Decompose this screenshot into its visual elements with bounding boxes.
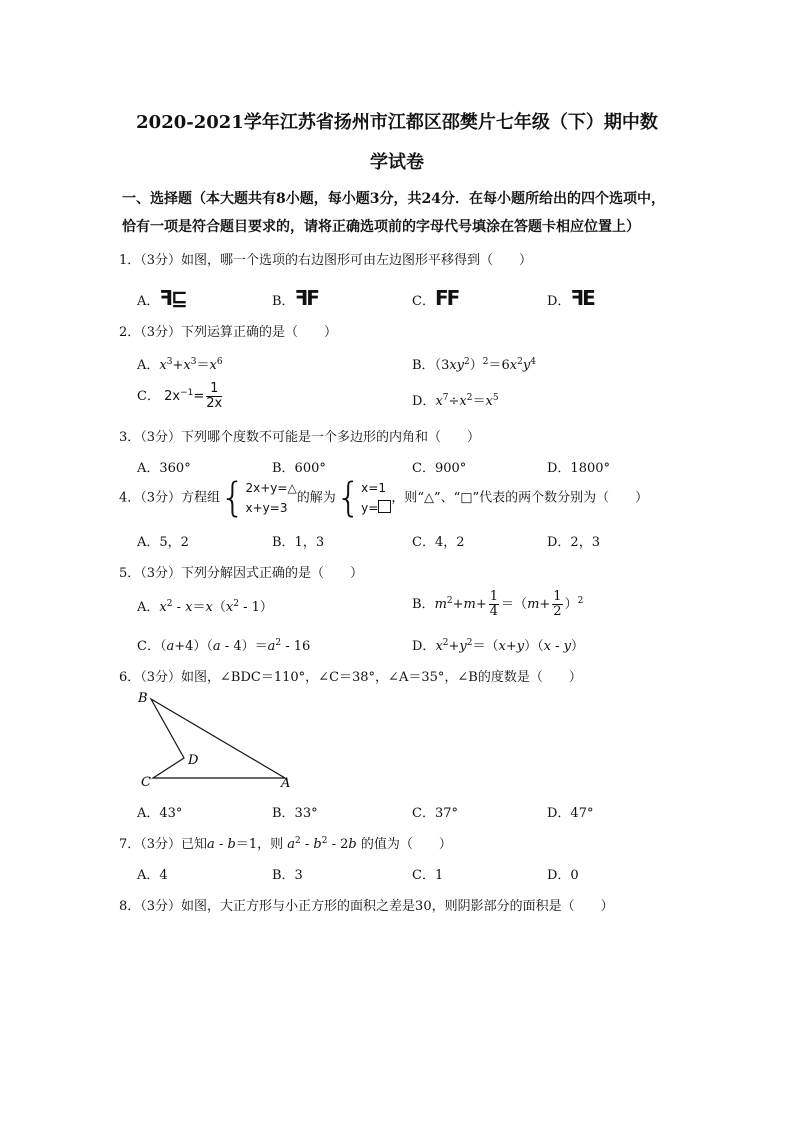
q4-prefix: 4．（3分）方程组 [119, 490, 221, 506]
q3-option-a: A．360° [137, 461, 191, 476]
question-2-stem: 2．（3分）下列运算正确的是（ ） [119, 325, 338, 340]
q7-suffix: 的值为（ ） [360, 837, 452, 852]
q2-option-d-label: D． [412, 394, 436, 409]
q3-option-d: D．1800° [547, 461, 611, 476]
q4-sol2: y= [361, 501, 379, 515]
q3-option-b: B．600° [272, 461, 326, 476]
q5-option-a-label: A． [137, 600, 160, 615]
triangle-outline [151, 699, 285, 778]
q1-option-d-label: D． [547, 294, 571, 309]
q4-option-c: C．4，2 [412, 535, 465, 550]
q7-option-c: C．1 [412, 868, 444, 883]
q2-option-a-label: A． [137, 358, 160, 373]
q2-option-c-label: C． [137, 389, 160, 404]
q5-option-a: A．$x^2 - x=x(x^2 - 1)$ [137, 599, 273, 615]
q1-option-c-label: C． [412, 294, 435, 309]
section-heading-line2: 恰有一项是符合题目要求的，请将正确选项前的字母代号填涂在答题卡相应位置上） [122, 219, 640, 235]
q1-option-b-label: B． [272, 294, 295, 309]
page-title-line2: 学试卷 [370, 152, 424, 173]
question-3-stem: 3．（3分）下列哪个度数不可能是一个多边形的内角和（ ） [119, 430, 481, 445]
triangle-figure [135, 688, 305, 793]
q7-option-a: A．4 [137, 868, 168, 883]
q5-option-d-label: D． [412, 639, 436, 654]
q4-brace-2: { [335, 475, 362, 521]
question-6-stem: 6．（3分）如图，∠BDC＝110°，∠C＝38°，∠A＝35°，∠B的度数是（ ） [119, 670, 582, 685]
question-8-stem: 8．（3分）如图，大正方形与小正方形的面积之差是30，则阴影部分的面积是（ ） [119, 899, 614, 914]
q6-option-c: C．37° [412, 806, 458, 821]
label-c: C [141, 775, 151, 790]
q2-option-c: C． $2x^{-1}=$ $\frac{1}{2x}$ [137, 381, 223, 411]
q2-option-b-label: B． [412, 358, 435, 373]
question-4-stem [119, 475, 649, 521]
q6-option-b: B．33° [272, 806, 318, 821]
q6-option-a: A．43° [137, 806, 183, 821]
q5-option-b-label: B． [412, 597, 435, 612]
label-b: B [138, 691, 148, 706]
label-d: D [188, 753, 199, 768]
q1-option-b-figure: ꟻF [294, 286, 318, 310]
q2-option-b: B．$(3xy^2)^2=6x^2y^4$ [412, 357, 536, 373]
question-7-stem: 7．（3分）已知a - b＝1，则 $a^2 - b^2 - 2b$ 的值为（ ） [119, 836, 452, 852]
q5-option-d: D．$x^2+y^2=(x+y)(x - y)$ [412, 638, 585, 654]
q1-option-a [137, 286, 186, 310]
q4-system [246, 478, 297, 518]
q4-solution [361, 478, 391, 518]
q5-option-b: B．$m^2+m+$ $\frac{1}{4}$ ＝（m+ $\frac{1}{2}$ ）$^2$ [412, 589, 584, 619]
q1-option-a-label: A． [137, 294, 160, 309]
q3-option-c: C．900° [412, 461, 467, 476]
q1-option-d [547, 286, 594, 310]
q1-option-d-figure: ꟻE [570, 286, 594, 310]
square-icon [378, 500, 391, 513]
q4-suffix: ，则“△”、“□”代表的两个数分别为（ ） [391, 490, 649, 506]
q4-middle: 的解为 [296, 490, 336, 506]
question-1-stem: 1．（3分）如图，哪一个选项的右边图形可由左边图形平移得到（ ） [119, 253, 533, 268]
q7-prefix: 7．（3分）已知 [119, 837, 208, 852]
label-a: A [281, 776, 291, 791]
q4-option-b: B．1，3 [272, 535, 325, 550]
q1-option-c [412, 286, 458, 310]
q7-option-d: D．0 [547, 868, 579, 883]
page-title-line1: 2020-2021学年江苏省扬州市江都区邵樊片七年级（下）期中数 [136, 112, 658, 133]
section-heading-line1: 一、选择题（本大题共有8小题，每小题3分，共24分．在每小题所给出的四个选项中， [122, 191, 665, 207]
q1-option-b [272, 286, 318, 310]
q6-option-d: D．47° [547, 806, 594, 821]
q4-eq2: x+y=3 [245, 501, 288, 515]
q4-option-a: A．5，2 [137, 535, 189, 550]
q1-option-c-figure: FF [434, 286, 459, 310]
q4-brace-1: { [220, 475, 246, 521]
q4-option-d: D．2，3 [547, 535, 600, 550]
q5-option-c-label: C． [137, 639, 160, 654]
q7-option-b: B．3 [272, 868, 303, 883]
question-5-stem: 5．（3分）下列分解因式正确的是（ ） [119, 566, 364, 581]
q1-option-a-figure: ꟻ⊑ [159, 286, 186, 310]
q2-option-d: D．$x^7\div x^2=x^5$ [412, 393, 499, 409]
q4-sol1: x=1 [361, 481, 386, 495]
q2-option-a: A．$x^3+x^3=x^6$ [137, 357, 223, 373]
q4-eq1: 2x+y=△ [245, 481, 297, 495]
q5-option-c: C．$(a+4)(a - 4)=a^2 - 16$ [137, 638, 311, 654]
